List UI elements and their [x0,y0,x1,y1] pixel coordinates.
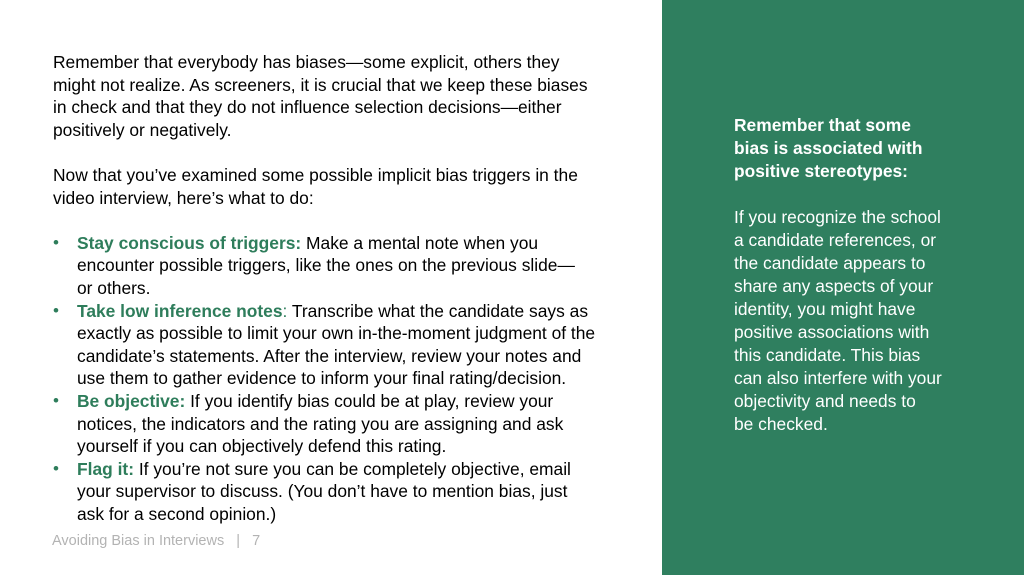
bullet-text: Transcribe what the candidate says as exactly as possible to limit your own in-the-moment judgment of the candidate’s statements. After the interview, review your notes and use them to gather evidence to inform your final rating/decision. [77,300,596,389]
bullet-term: Flag it: [77,458,134,479]
instructions-paragraph: Now that you’ve examined some possible implicit bias triggers in the video interview, here’s what to do: [53,164,578,208]
side-callout-text [734,114,984,436]
bullet-icon: • [53,458,59,478]
bullet-icon: • [53,390,59,410]
bullet-text: Make a mental note when you encounter possible triggers, like the ones on the previous slide— or others. [77,232,575,298]
side-callout-body: If you recognize the school a candidate references, or the candidate appears to share any aspects of your identity, you might have positive associations with this candidate. This bias can also interfere with your objectivity and needs to be checked. [734,207,942,434]
bullet-text: If you identify bias could be at play, review your notices, the indicators and the rating you are assigning and ask yourself if you can objectively defend this rating. [77,390,564,457]
list-item-be-objective [53,390,643,458]
bullet-term: Stay conscious of triggers: [77,232,302,253]
side-callout-panel [662,0,1024,575]
bullet-term: Take low inference notes [77,300,283,321]
intro-paragraph: Remember that everybody has biases—some explicit, others they might not realize. As screeners, it is crucial that we keep these biases in check and that they do not influence selection decisions—either positively or negatively. [53,52,588,140]
bullet-text: If you’re not sure you can be completely objective, email your supervisor to discuss. (You don’t have to mention bias, just ask for a second opinion.) [77,458,571,524]
list-item-flag-it [53,458,643,526]
bullet-icon: • [53,232,59,252]
side-callout-heading: Remember that some bias is associated with positive stereotypes: [734,115,923,181]
list-item-low-inference-notes [53,300,643,390]
action-list [53,232,643,526]
slide-footer: Avoiding Bias in Interviews | 7 [52,533,261,549]
bullet-separator: : [282,300,288,321]
bullet-icon: • [53,300,59,320]
list-item-stay-conscious [53,232,643,300]
bullet-term: Be objective: [77,390,186,411]
main-text-area [53,51,643,525]
